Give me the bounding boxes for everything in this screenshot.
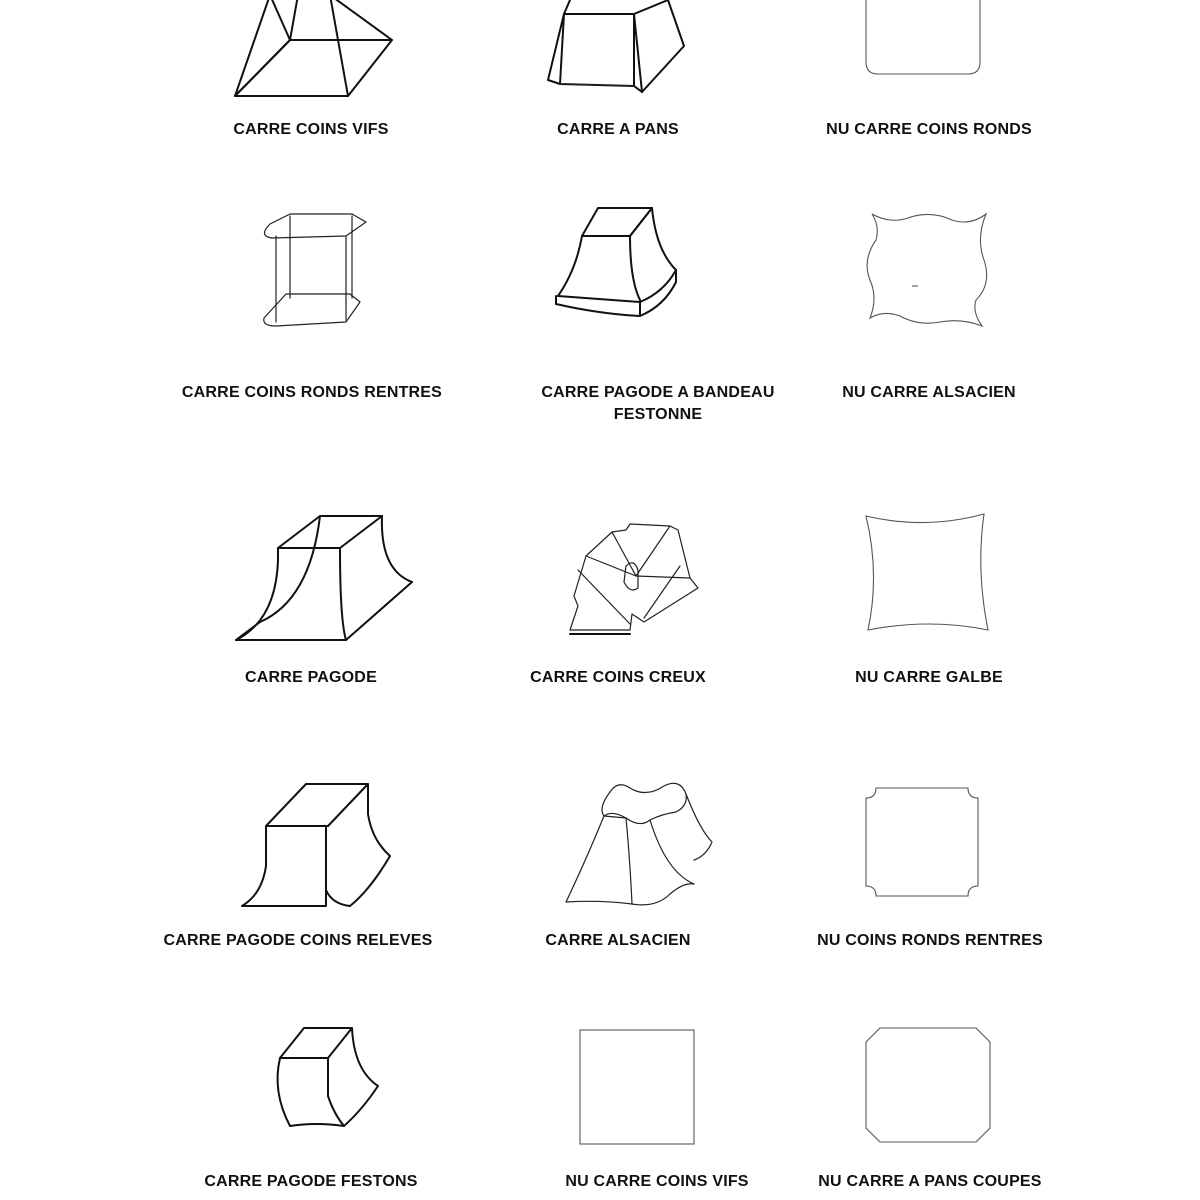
label-nu-carre-galbe: NU CARRE GALBE (855, 669, 1003, 686)
label-carre-coins-creux: CARRE COINS CREUX (530, 669, 706, 686)
label-nu-coins-ronds-rentres: NU COINS RONDS RENTRES (817, 932, 1043, 949)
label-nu-carre-coins-ronds: NU CARRE COINS RONDS (826, 121, 1032, 138)
label-carre-coins-vifs: CARRE COINS VIFS (233, 121, 389, 138)
label-carre-pagode-festons: CARRE PAGODE FESTONS (204, 1173, 418, 1190)
label-carre-pagode: CARRE PAGODE (245, 669, 377, 686)
label-nu-carre-a-pans-coupes: NU CARRE A PANS COUPES (818, 1173, 1042, 1190)
label-carre-alsacien: CARRE ALSACIEN (545, 932, 691, 949)
label-nu-carre-alsacien: NU CARRE ALSACIEN (842, 384, 1016, 401)
label-carre-pagode-a-bandeau-festonne: CARRE PAGODE A BANDEAU FESTONNE (541, 384, 775, 423)
label-nu-carre-coins-vifs: NU CARRE COINS VIFS (565, 1173, 749, 1190)
label-carre-pagode-coins-releves: CARRE PAGODE COINS RELEVES (163, 932, 433, 949)
label-carre-a-pans: CARRE A PANS (557, 121, 679, 138)
label-carre-coins-ronds-rentres: CARRE COINS RONDS RENTRES (181, 384, 443, 401)
